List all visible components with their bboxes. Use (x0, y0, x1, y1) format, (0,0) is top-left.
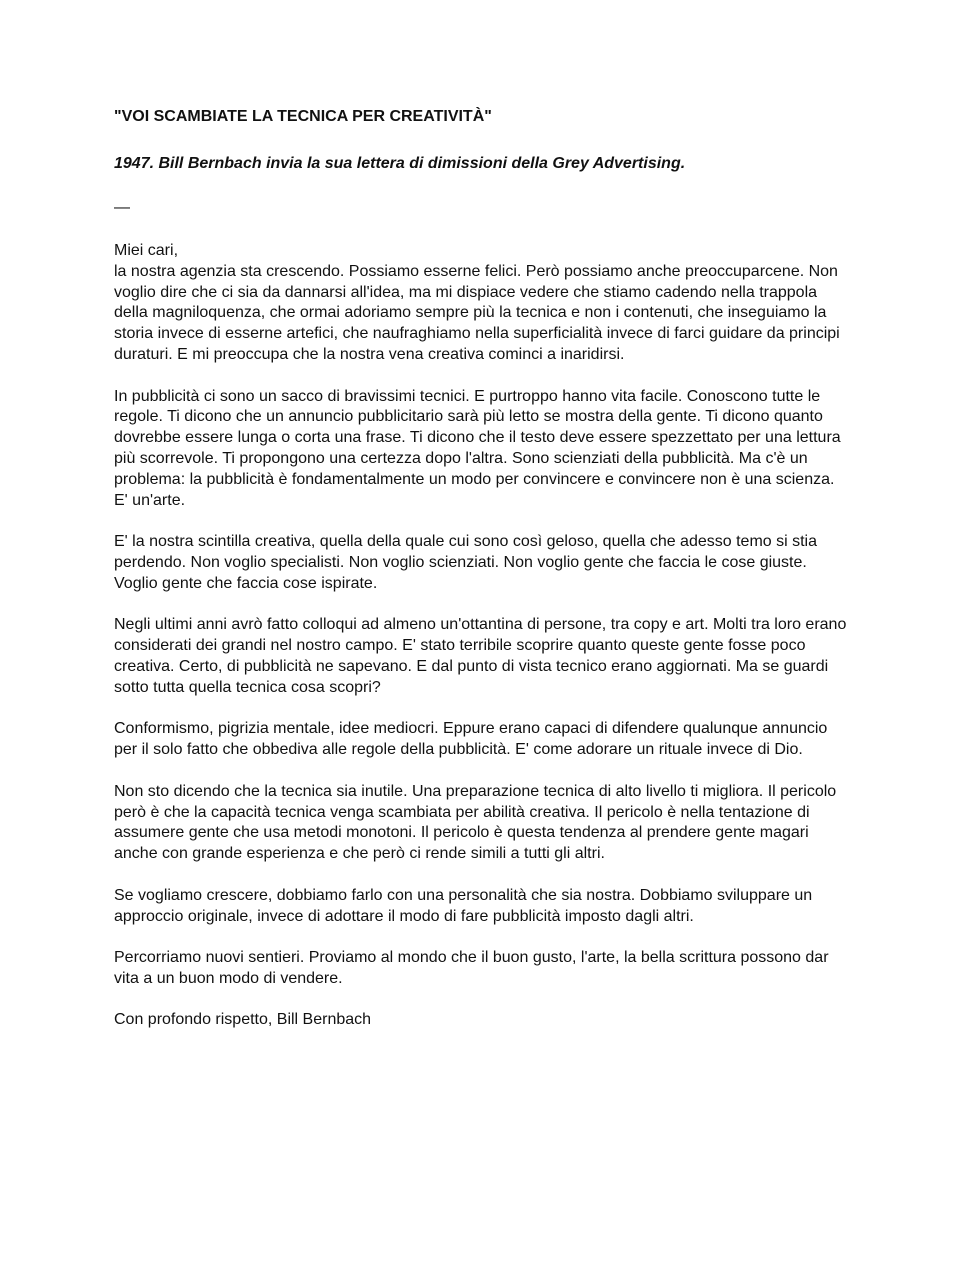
body-paragraph-4: Negli ultimi anni avrò fatto colloqui ad almeno un'ottantina di persone, tra copy e art. Molti tra loro erano considerati dei grandi nel nostro campo. E' stato terribile scoprire quanto queste gente fosse poco creativa. Certo, di pubblicità ne sapevano. E dal punto di vista tecnico erano aggiornati. Ma se guardi sotto tutta quella tecnica cosa scopri? (114, 616, 847, 696)
body-paragraph-2: In pubblicità ci sono un sacco di bravissimi tecnici. E purtroppo hanno vita facile. Conoscono tutte le regole. Ti dicono che un annuncio pubblicitario sarà più letto se mostra della gente. Ti dicono quanto dovrebbe essere lunga o corta una frase. Ti dicono che il testo deve essere spezzettato per una lettura più scorrevole. Ti propongono una certezza dopo l'altra. Sono scienziati della pubblicità. Ma c'è un problema: la pubblicità è fondamentalmente un modo per convincere e convincere non è una scienza. E' un'arte. (114, 387, 841, 509)
body-paragraph-8: Percorriamo nuovi sentieri. Proviamo al mondo che il buon gusto, l'arte, la bella scrittura possono dar vita a un buon modo di vendere. (114, 949, 829, 987)
body-paragraph-6: Non sto dicendo che la tecnica sia inutile. Una preparazione tecnica di alto livello ti migliora. Il pericolo però è che la capacità tecnica venga scambiata per abilità creativa. Il pericolo è nella tentazione di assumere gente che usa metodi monotoni. Il pericolo è questa tendenza al prendere gente magari anche con grande esperienza e che però ci rende simili a tutti gli altri. (114, 782, 837, 863)
letter-title: "VOI SCAMBIATE LA TECNICA PER CREATIVITÀ" (114, 108, 492, 125)
letter-page (114, 104, 849, 1031)
body-paragraph-5: Conformismo, pigrizia mentale, idee mediocri. Eppure erano capaci di difendere qualunque annuncio per il solo fatto che obbediva alle regole della pubblicità. E' come adorare un rituale invece di Dio. (114, 720, 828, 759)
separator-dash: — (114, 199, 130, 216)
letter-body (114, 387, 849, 990)
signature-line: Con profondo rispetto, Bill Bernbach (114, 1011, 372, 1029)
letter-subtitle: 1947. Bill Bernbach invia la sua lettera di dimissioni della Grey Advertising. (114, 155, 686, 172)
body-paragraph-7: Se vogliamo crescere, dobbiamo farlo con una personalità che sia nostra. Dobbiamo sviluppare un approccio originale, invece di adottare il modo di fare pubblicità imposto dagli altri. (114, 886, 813, 925)
body-paragraph-3: E' la nostra scintilla creativa, quella della quale cui sono così geloso, quella che adesso temo si stia perdendo. Non voglio specialisti. Non voglio scienziati. Non voglio gente che faccia le cose giuste. Voglio gente che faccia cose ispirate. (114, 533, 818, 592)
greeting: Miei cari, (114, 242, 179, 259)
body-paragraph-1: la nostra agenzia sta crescendo. Possiamo esserne felici. Però possiamo anche preoccuparcene. Non voglio dire che ci sia da dannarsi all'idea, ma mi dispiace vedere che stiamo cadendo nella trappola della magniloquenza, che ormai adoriamo sempre più la tecnica e non i contenuti, che inseguiamo la storia invece di esserne artefici, che naufraghiamo nella superficialità invece di farci guidare da principi duraturi. E mi preoccupa che la nostra vena creativa cominci a inaridirsi. (114, 262, 840, 363)
